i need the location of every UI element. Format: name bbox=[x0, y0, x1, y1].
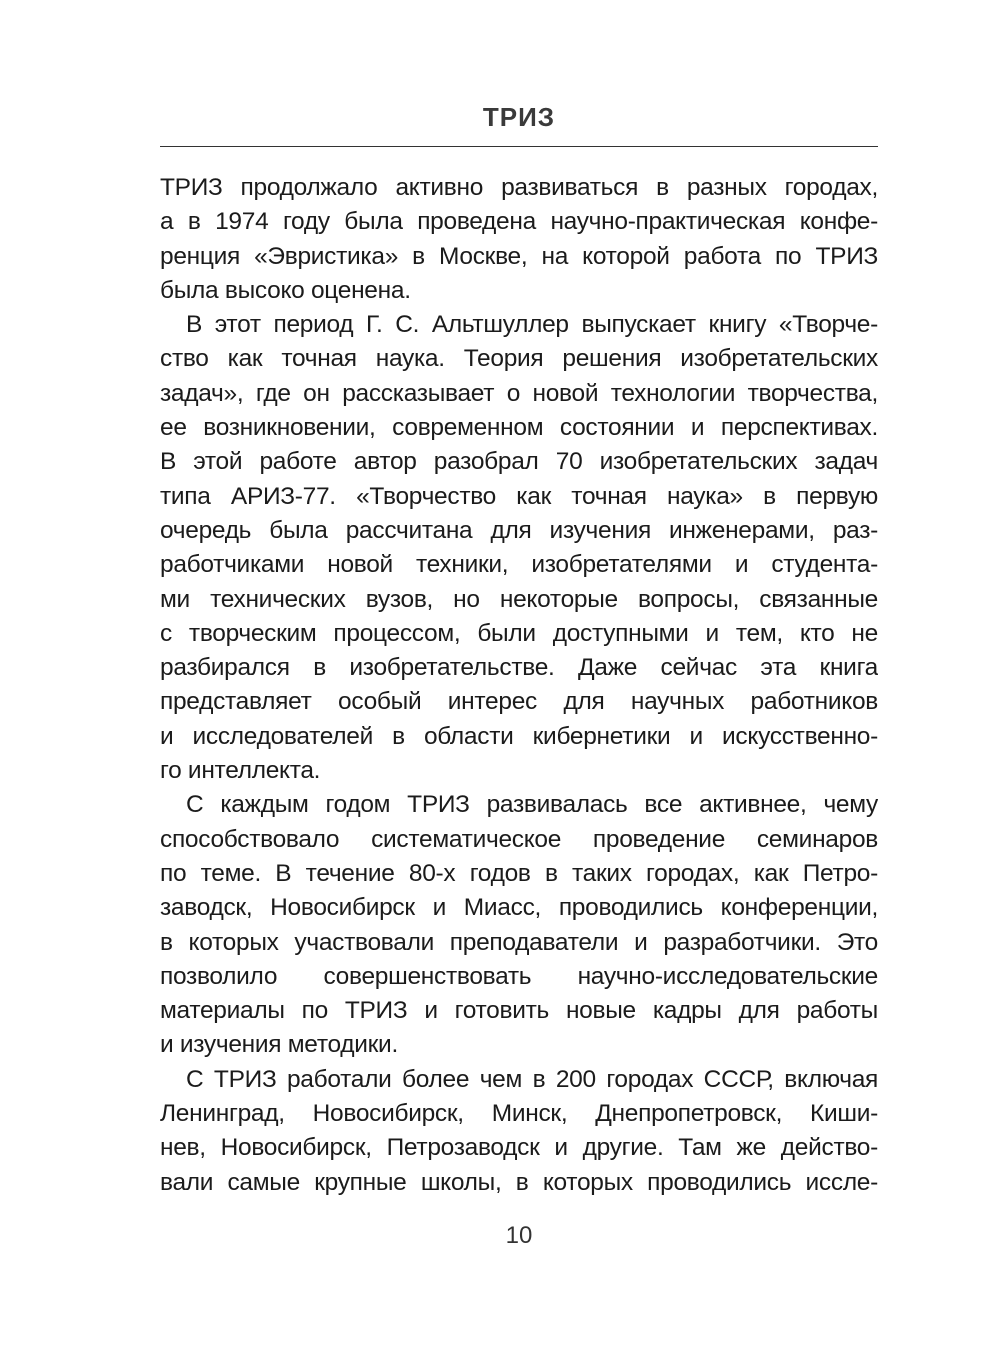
text-line: Ленинград, Новосибирск, Минск, Днепропетровск, Киши- bbox=[160, 1100, 878, 1128]
text-line: ее возникновении, современном состоянии и перспективах. bbox=[160, 414, 878, 442]
text-line: а в 1974 году была проведена научно-практическая конфе- bbox=[160, 208, 878, 236]
text-line: работчиками новой техники, изобретателями и студента- bbox=[160, 551, 878, 579]
text-line: материалы по ТРИЗ и готовить новые кадры для работы bbox=[160, 997, 878, 1025]
text-line: очередь была рассчитана для изучения инженерами, раз- bbox=[160, 516, 878, 544]
text-line: С ТРИЗ работали более чем в 200 городах СССР, включая bbox=[186, 1065, 878, 1093]
text-line: в которых участвовали преподаватели и разработчики. Это bbox=[160, 928, 878, 956]
text-line: и исследователей в области кибернетики и искусственно- bbox=[160, 722, 878, 750]
text-line: ренция «Эвристика» в Москве, на которой работа по ТРИЗ bbox=[160, 242, 878, 270]
page-number: 10 bbox=[505, 1222, 533, 1249]
paragraph bbox=[160, 308, 878, 788]
paragraph bbox=[160, 1063, 878, 1200]
text-line: заводск, Новосибирск и Миасс, проводились конференции, bbox=[160, 894, 878, 922]
running-head: ТРИЗ bbox=[482, 102, 556, 132]
text-line: позволило совершенствовать научно-исследовательские bbox=[160, 962, 878, 990]
header-rule bbox=[160, 146, 878, 147]
text-line: и изучения методики. bbox=[160, 1031, 398, 1059]
text-line: была высоко оценена. bbox=[160, 276, 411, 304]
text-line: типа АРИЗ-77. «Творчество как точная наука» в первую bbox=[160, 482, 878, 510]
paragraph bbox=[160, 171, 878, 308]
paragraph bbox=[160, 788, 878, 1062]
text-line: ство как точная наука. Теория решения изобретательских bbox=[160, 345, 878, 373]
text-line: го интеллекта. bbox=[160, 757, 321, 785]
text-line: В этой работе автор разобрал 70 изобретательских задач bbox=[160, 448, 878, 476]
text-line: с творческим процессом, были доступными и тем, кто не bbox=[160, 619, 878, 647]
text-line: по теме. В течение 80-х годов в таких городах, как Петро- bbox=[160, 859, 878, 887]
text-line: ТРИЗ продолжало активно развиваться в разных городах, bbox=[160, 174, 878, 201]
text-line: способствовало систематическое проведение семинаров bbox=[160, 825, 878, 853]
text-line: представляет особый интерес для научных работников bbox=[160, 688, 878, 716]
text-line: разбирался в изобретательстве. Даже сейчас эта книга bbox=[160, 654, 878, 682]
text-line: нев, Новосибирск, Петрозаводск и другие. Там же действо- bbox=[160, 1134, 878, 1162]
text-line: задач», где он рассказывает о новой технологии творчества, bbox=[160, 379, 878, 407]
text-line: ми технических вузов, но некоторые вопросы, связанные bbox=[160, 585, 878, 613]
body-text bbox=[160, 171, 878, 1200]
text-line: вали самые крупные школы, в которых проводились иссле- bbox=[160, 1168, 878, 1196]
text-line: В этот период Г. С. Альтшуллер выпускает книгу «Творче- bbox=[186, 311, 878, 339]
text-line: С каждым годом ТРИЗ развивалась все активнее, чему bbox=[186, 791, 878, 819]
